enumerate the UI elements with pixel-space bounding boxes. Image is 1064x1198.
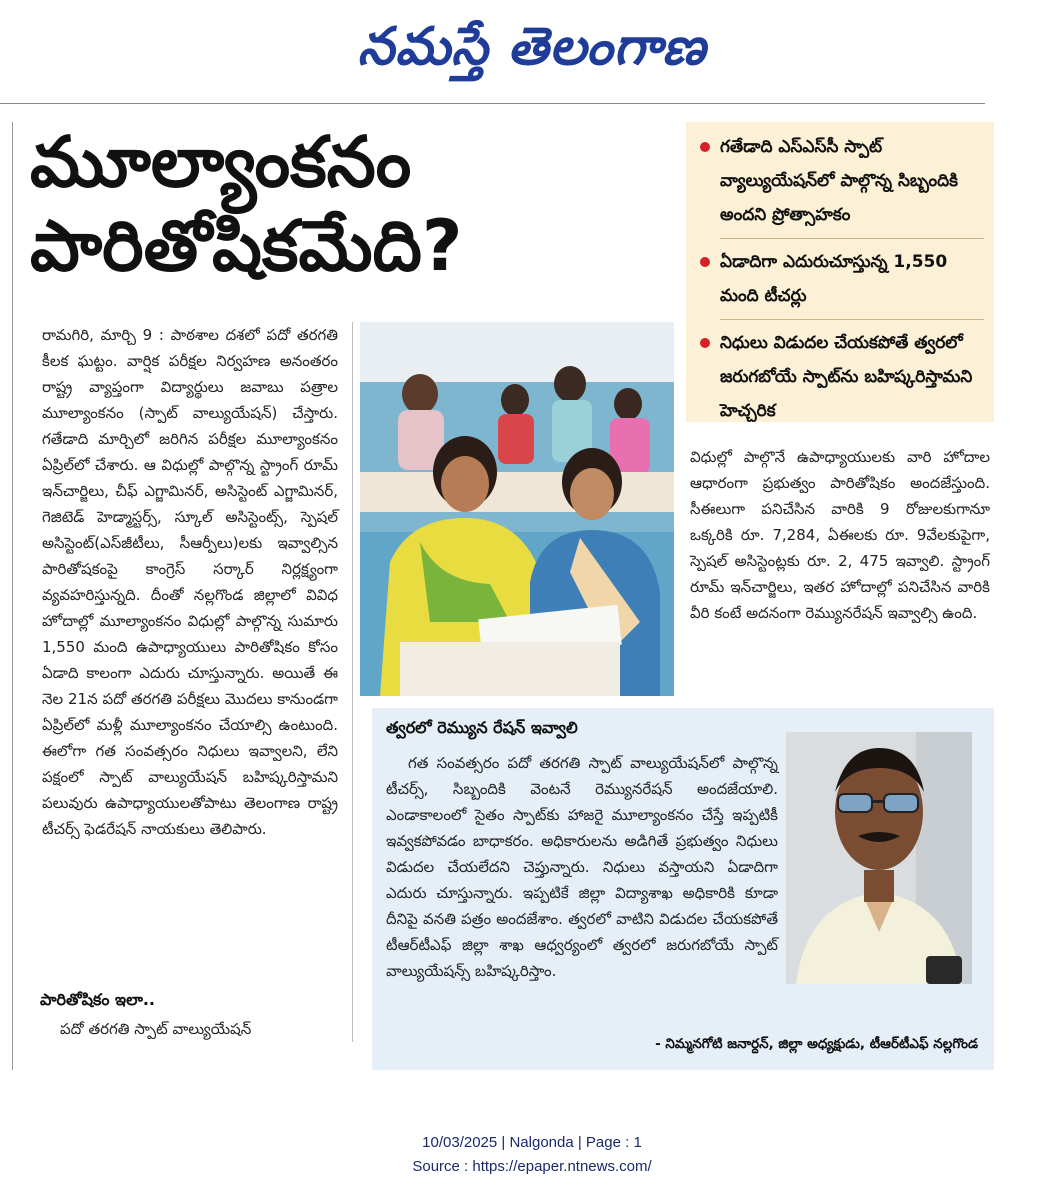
highlight-item — [698, 245, 984, 313]
headline-line-2: పారితోషికమేది? — [30, 205, 463, 287]
article-column-1: రామగిరి, మార్చి 9 : పాఠశాల దశలో పదో తరగతి కీలక ఘట్టం. వార్షిక పరీక్షల నిర్వహణ అనంతరం రాష్ట్ర వ్యాప్తంగా విద్యార్థులు జవాబు పత్రాల మూల్యాంకనం (స్పాట్ వాల్యుయేషన్) చేస్తారు. గతేడాది మార్చిలో జరిగిన పరీక్షల మూల్యాంకనం ఏప్రిల్‌లో చేశారు. ఆ విధుల్లో పాల్గొన్న స్ట్రాంగ్ రూమ్ ఇన్‌చార్జిలు, చీఫ్ ఎగ్జామినర్, అసిస్టెంట్ ఎగ్జామినర్, గెజిటెడ్ హెడ్మాస్టర్స్, స్కూల్ అసిస్టెంట్స్, స్పెషల్ అసిస్టెంట్(ఎస్‌జీటీలు, సీఆర్పీలు)లకు ఇవ్వాల్సిన పారితోషకంపై కాంగ్రెస్ సర్కార్ నిర్లక్ష్యంగా వ్యవహరిస్తున్నది. దీంతో నల్లగొండ జిల్లాలో వివిధ హోదాల్లో మూల్యాంకనం విధుల్లో పాల్గొన్న సుమారు 1,550 మంది ఉపాధ్యాయులు పారితోషికం కోసం ఏడాది కాలంగా ఎదురు చూస్తున్నారు. అయితే ఈ నెల 21న పదో తరగతి పరీక్షలు మొదలు కానుండగా ఏప్రిల్‌లో మళ్లీ మూల్యాంకనం చేయాల్సి ఉంటుంది. ఈలోగా గత సంవత్సరం నిధులు ఇవ్వాలని, లేని పక్షంలో స్పాట్ వాల్యుయేషన్ బహిష్కరిస్తామని పలువురు ఉపాధ్యాయులతోపాటు తెలంగాణ రాష్ట్ర టీచర్స్ ఫెడరేషన్ నాయకులు తెలిపారు. — [42, 326, 338, 838]
highlight-text: నిధులు విడుదల చేయకపోతే త్వరలో జరుగబోయే స్పాట్‌ను బహిష్కరిస్తామని హెచ్చరిక — [720, 333, 973, 421]
article-column-1-continued: పదో తరగతి స్పాట్ వాల్యుయేషన్ — [60, 1020, 252, 1038]
column-divider — [352, 322, 353, 1042]
bullet-icon — [700, 257, 710, 267]
inset-credit: - నిమ్మనగోటి జనార్దన్, జిల్లా అధ్యక్షుడు, టీఆర్‌టీఎఫ్ నల్లగొండ — [655, 1036, 978, 1052]
bullet-icon — [700, 142, 710, 152]
headline — [30, 120, 670, 288]
highlight-text: గతేడాది ఎస్‌ఎస్‌సీ స్పాట్ వ్యాల్యుయేషన్‌లో పాల్గొన్న సిబ్బందికి అందని ప్రోత్సాహకం — [720, 137, 958, 225]
inset-title: త్వరలో రెమ్యున రేషన్ ఇవ్వాలి — [386, 718, 578, 737]
teachers-evaluating-photo — [360, 322, 674, 696]
highlights-box — [686, 122, 994, 422]
bullet-icon — [700, 338, 710, 348]
masthead-logo: నమస్తే తెలంగాణ — [357, 17, 707, 77]
masthead-divider — [0, 103, 985, 104]
article-subheading: పారితోషికం ఇలా.. — [40, 990, 155, 1009]
highlight-divider — [720, 319, 984, 320]
footer-date-line: 10/03/2025 | Nalgonda | Page : 1 — [422, 1134, 642, 1151]
inset-body: గత సంవత్సరం పదో తరగతి స్పాట్ వాల్యుయేషన్‌లో పాల్గొన్న టీచర్స్, సిబ్బందికి వెంటనే రెమ్యునరేషన్ అందజేయాలి. ఎండాకాలంలో సైతం స్పాట్‌కు హాజరై మూల్యాంకనం చేస్తే ఇప్పటికీ ఇవ్వకపోవడం బాధాకరం. అధికారులను అడిగితే ప్రభుత్వం నిధులు విడుదల చేయలేదని చెప్తున్నారు. నిధులు వస్తాయని ఏడాదిగా ఎదురు చూస్తున్నారు. ఇప్పటికే జిల్లా విద్యాశాఖ అధికారికి కూడా దీనిపై వనతి పత్రం అందజేశాం. త్వరలో వాటిని విడుదల చేయకపోతే టీఆర్‌టీఎఫ్ జిల్లా శాఖ ఆధ్వర్యంలో త్వరలో జరుగబోయే స్పాట్ వాల్యుయేషన్స్ బహిష్కరిస్తాం. — [386, 754, 778, 980]
headline-line-1: మూల్యాంకనం — [30, 121, 412, 203]
highlight-item — [698, 130, 984, 232]
highlight-text: ఏడాదిగా ఎదురుచూస్తున్న 1,550 మంది టీచర్లు — [720, 252, 948, 306]
footer-source-line: Source : https://epaper.ntnews.com/ — [412, 1158, 652, 1175]
highlight-item — [698, 326, 984, 428]
left-column-rule — [12, 122, 13, 1070]
portrait-photo — [786, 732, 972, 984]
highlight-divider — [720, 238, 984, 239]
article-column-right: విధుల్లో పాల్గొనే ఉపాధ్యాయులకు వారి హోదాల ఆధారంగా ప్రభుత్వం పారితోషికం అందజేస్తుంది. సీఈలుగా పనిచేసిన వారికి 9 రోజులకుగానూ ఒక్కరికి రూ. 7,284, ఏఈలకు రూ. 9వేలకుపైగా, స్పెషల్ అసిస్టెంట్లకు రూ. 2, 475 ఇవ్వాలి. స్ట్రాంగ్ రూమ్ ఇన్‌చార్జిలు, ఇతర హోదాల్లో పనిచేసిన వారికి వీరి కంటే అదనంగా రెమ్యునరేషన్ ఇవ్వాల్సి ఉంది. — [690, 448, 990, 622]
